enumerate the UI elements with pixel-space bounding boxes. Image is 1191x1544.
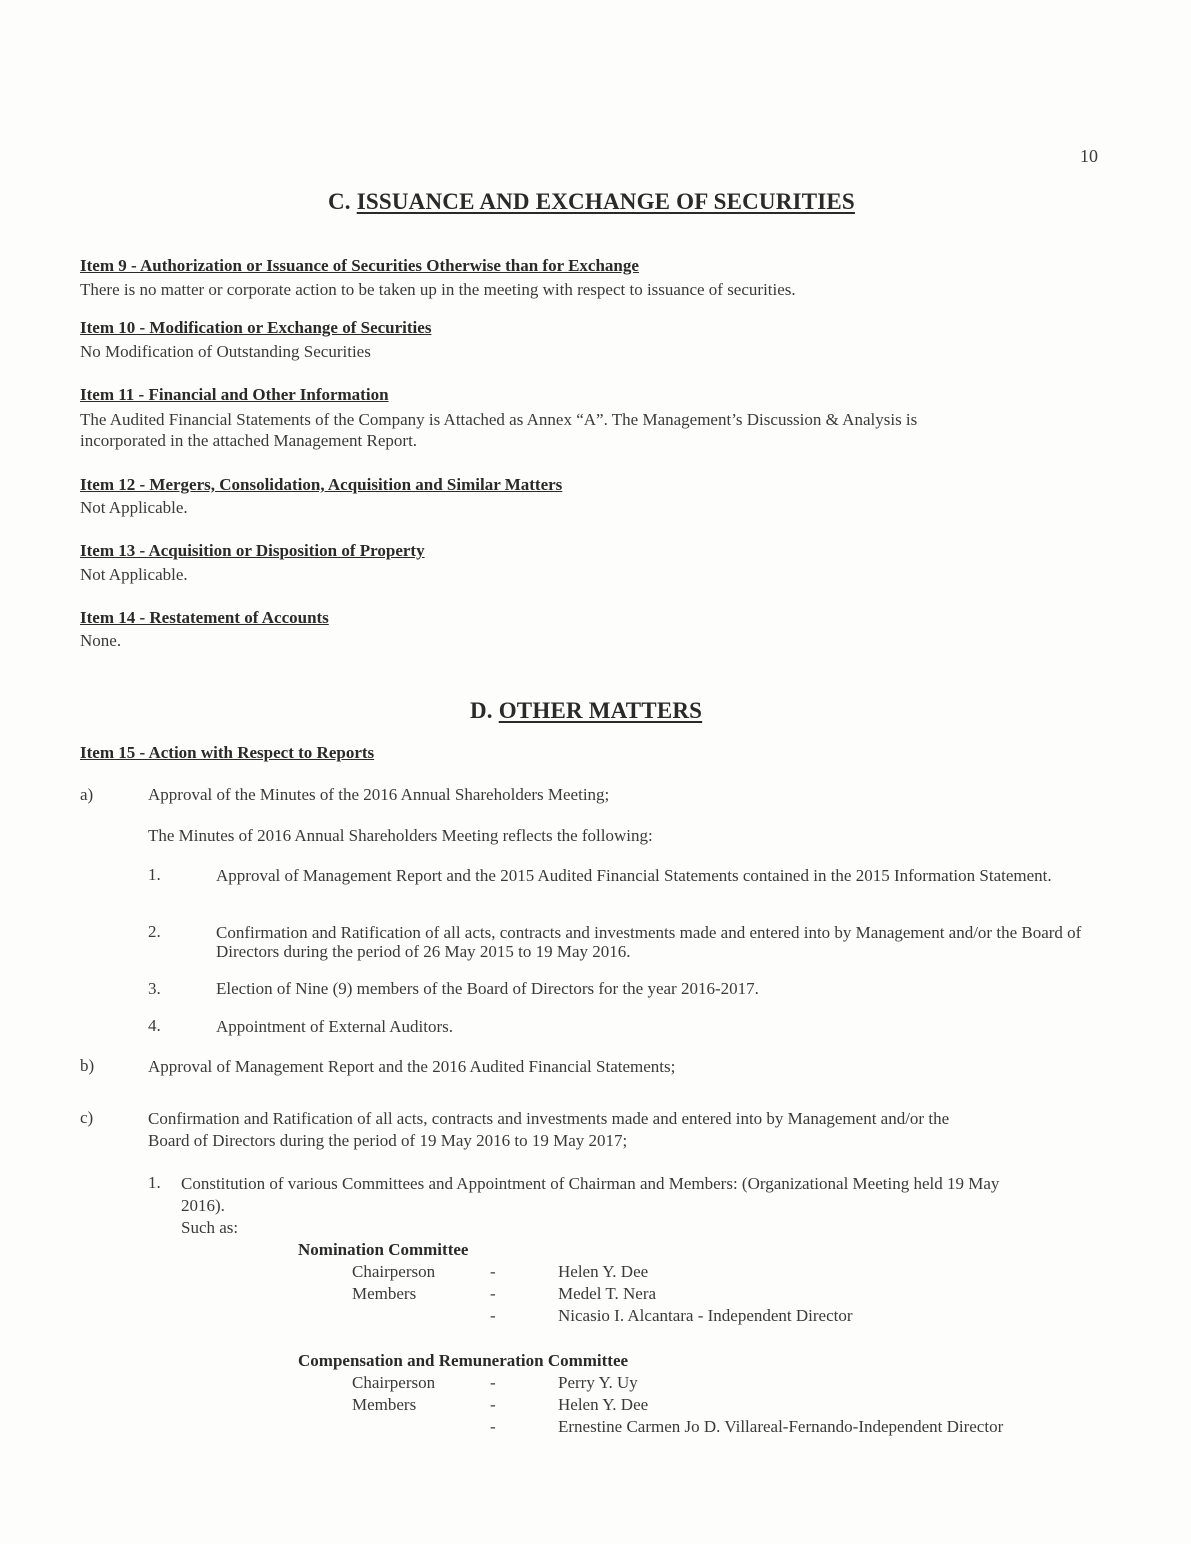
section-d-letter: D. [470,698,493,723]
list-label-c: c) [80,1108,94,1127]
list-number: 3. [148,979,161,998]
list-number: 4. [148,1016,161,1035]
item-11-text-line-2: incorporated in the attached Management Report. [80,431,418,450]
committee-dash: - [490,1284,496,1303]
committee-member: Medel T. Nera [558,1284,657,1303]
section-c-heading [328,189,855,215]
list-item-text: Appointment of External Auditors. [216,1017,454,1036]
item-15-heading: Item 15 - Action with Respect to Reports [80,743,375,762]
item-14-heading: Item 14 - Restatement of Accounts [80,608,329,627]
section-c-letter: C. [328,189,351,214]
list-item-text: Confirmation and Ratification of all acts, contracts and investments made and entered into by Management and/or the Board of Directors during the period of 26 May 2015 to 19 May 2016. [216,923,1082,961]
item-12-text: Not Applicable. [80,498,188,517]
committee-role: Members [352,1395,417,1414]
item-c-text-line-2: Board of Directors during the period of 19 May 2016 to 19 May 2017; [148,1131,628,1150]
page-number: 10 [1080,146,1098,166]
committee-role: Members [352,1284,417,1303]
committee-title: Nomination Committee [298,1240,469,1259]
item-10-text: No Modification of Outstanding Securities [80,342,371,361]
list-item-text: Approval of Management Report and the 2015 Audited Financial Statements contained in the 2015 Information Statement. [216,866,1052,885]
sub-list-number: 1. [148,1173,161,1192]
committee-member: Ernestine Carmen Jo D. Villareal-Fernando-Independent Director [558,1417,1004,1436]
item-9-text: There is no matter or corporate action to be taken up in the meeting with respect to issuance of securities. [80,280,796,299]
item-a-intro: The Minutes of 2016 Annual Shareholders Meeting reflects the following: [148,826,653,845]
item-a-text: Approval of the Minutes of the 2016 Annual Shareholders Meeting; [148,785,610,804]
committee-title: Compensation and Remuneration Committee [298,1351,629,1370]
section-c-title: ISSUANCE AND EXCHANGE OF SECURITIES [356,189,855,214]
committee-member: Perry Y. Uy [558,1373,638,1392]
committee-member: Nicasio I. Alcantara - Independent Director [558,1306,853,1325]
item-b-text: Approval of Management Report and the 2016 Audited Financial Statements; [148,1057,676,1076]
committee-dash: - [490,1306,496,1325]
item-11-text-line-1: The Audited Financial Statements of the Company is Attached as Annex “A”. The Management’s Discussion & Analysis is [80,410,918,429]
item-9-heading: Item 9 - Authorization or Issuance of Securities Otherwise than for Exchange [80,256,639,275]
list-number: 2. [148,922,161,941]
item-13-heading: Item 13 - Acquisition or Disposition of Property [80,541,425,560]
committee-dash: - [490,1262,496,1281]
list-label-b: b) [80,1056,95,1075]
committee-role: Chairperson [352,1373,436,1392]
item-11-heading: Item 11 - Financial and Other Information [80,385,389,404]
list-number: 1. [148,865,161,884]
committee-dash: - [490,1395,496,1414]
list-item-text: Election of Nine (9) members of the Board of Directors for the year 2016-2017. [216,979,759,998]
committee-member: Helen Y. Dee [558,1262,649,1281]
sub-item-text-line-2: 2016). [181,1196,225,1215]
sub-item-text-line-3: Such as: [181,1218,239,1237]
item-10-heading: Item 10 - Modification or Exchange of Securities [80,318,432,337]
sub-item-text-line-1: Constitution of various Committees and Appointment of Chairman and Members: (Organizational Meeting held 19 May [181,1174,1000,1193]
committee-dash: - [490,1417,496,1436]
item-13-text: Not Applicable. [80,565,188,584]
section-d-heading [470,698,702,724]
committee-member: Helen Y. Dee [558,1395,649,1414]
item-c-text-line-1: Confirmation and Ratification of all acts, contracts and investments made and entered into by Management and/or the [148,1109,950,1128]
list-label-a: a) [80,785,94,804]
item-14-text: None. [80,631,122,650]
committee-dash: - [490,1373,496,1392]
committee-role: Chairperson [352,1262,436,1281]
section-d-title: OTHER MATTERS [498,698,703,723]
item-12-heading: Item 12 - Mergers, Consolidation, Acquisition and Similar Matters [80,475,563,494]
